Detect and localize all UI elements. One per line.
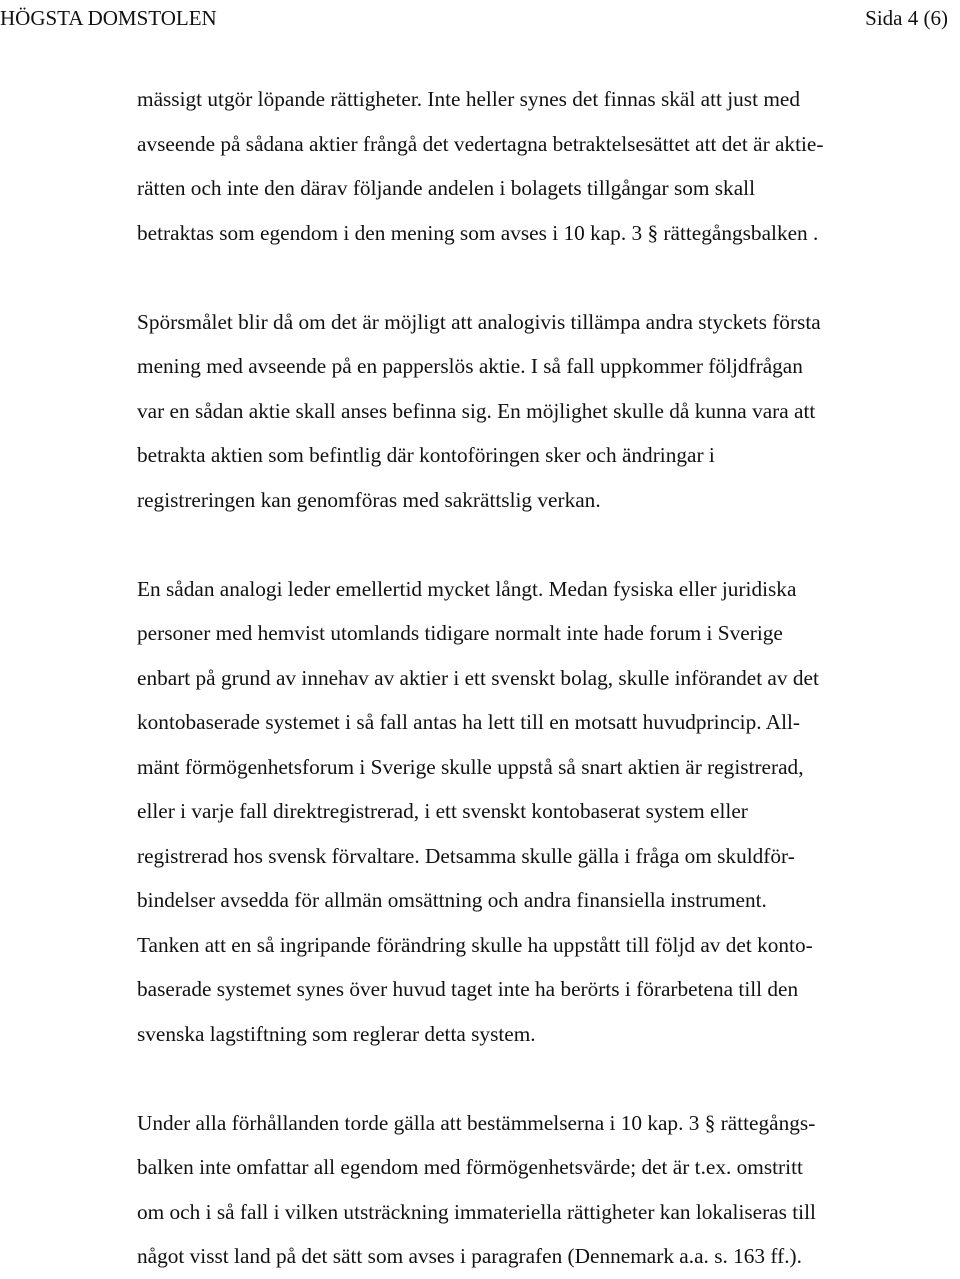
text-line: Tanken att en så ingripande förändring skulle ha uppstått till följd av det konto- [137, 932, 813, 957]
text-line: var en sådan aktie skall anses befinna sig. En möjlighet skulle då kunna vara att [137, 398, 816, 423]
text-line: om och i så fall i vilken utsträckning immateriella rättigheter kan lokaliseras till [137, 1199, 816, 1224]
text-line: avseende på sådana aktier frångå det vedertagna betraktelsesättet att det är aktie- [137, 131, 824, 156]
text-line: balken inte omfattar all egendom med förmögenhetsvärde; det är t.ex. omstritt [137, 1155, 803, 1179]
text-line: mänt förmögenhetsforum i Sverige skulle uppstå så snart aktien är registrerad, [137, 754, 804, 779]
text-line: betraktas som egendom i den mening som avses i 10 kap. 3 § rättegångsbalken . [137, 220, 819, 245]
text-line: personer med hemvist utomlands tidigare normalt inte hade forum i Sverige [137, 621, 783, 645]
text-line: registrerad hos svensk förvaltare. Detsamma skulle gälla i fråga om skuldför- [137, 843, 795, 868]
page-header [0, 3, 948, 33]
paragraph-1 [137, 77, 957, 255]
paragraph-gap [137, 255, 957, 300]
text-line: kontobaserade systemet i så fall antas ha lett till en motsatt huvudprincip. All- [137, 710, 801, 734]
text-line: Spörsmålet blir då om det är möjligt att analogivis tillämpa andra styckets första [137, 309, 821, 334]
court-name: HÖGSTA DOMSTOLEN [0, 6, 217, 30]
text-line: mening med avseende på en papperslös aktie. I så fall uppkommer följdfrågan [137, 354, 803, 378]
paragraph-2 [137, 300, 957, 523]
text-line: baserade systemet synes över huvud taget inte ha berörts i förarbetena till den [137, 977, 799, 1001]
page-number: Sida 4 (6) [865, 6, 948, 30]
paragraph-gap [137, 1056, 957, 1101]
paragraph-3 [137, 567, 957, 1057]
document-body [137, 77, 957, 1279]
text-line: rätten och inte den därav följande andelen i bolagets tillgångar som skall [137, 176, 755, 200]
paragraph-gap [137, 522, 957, 567]
text-line: mässigt utgör löpande rättigheter. Inte heller synes det finnas skäl att just med [137, 87, 801, 111]
text-line: En sådan analogi leder emellertid mycket långt. Medan fysiska eller juridiska [137, 576, 797, 601]
paragraph-4 [137, 1101, 957, 1279]
text-line: enbart på grund av innehav av aktier i ett svenskt bolag, skulle införandet av det [137, 665, 819, 690]
text-line: något visst land på det sätt som avses i paragrafen (Dennemark a.a. s. 163 ff.). [137, 1244, 802, 1268]
text-line: bindelser avsedda för allmän omsättning och andra finansiella instrument. [137, 888, 767, 912]
text-line: eller i varje fall direktregistrerad, i ett svenskt kontobaserat system eller [137, 799, 748, 823]
text-line: Under alla förhållanden torde gälla att bestämmelserna i 10 kap. 3 § rättegångs- [137, 1110, 816, 1135]
text-line: betrakta aktien som befintlig där kontoföringen sker och ändringar i [137, 443, 715, 467]
text-line: svenska lagstiftning som reglerar detta system. [137, 1021, 536, 1046]
text-line: registreringen kan genomföras med sakrättslig verkan. [137, 487, 601, 512]
